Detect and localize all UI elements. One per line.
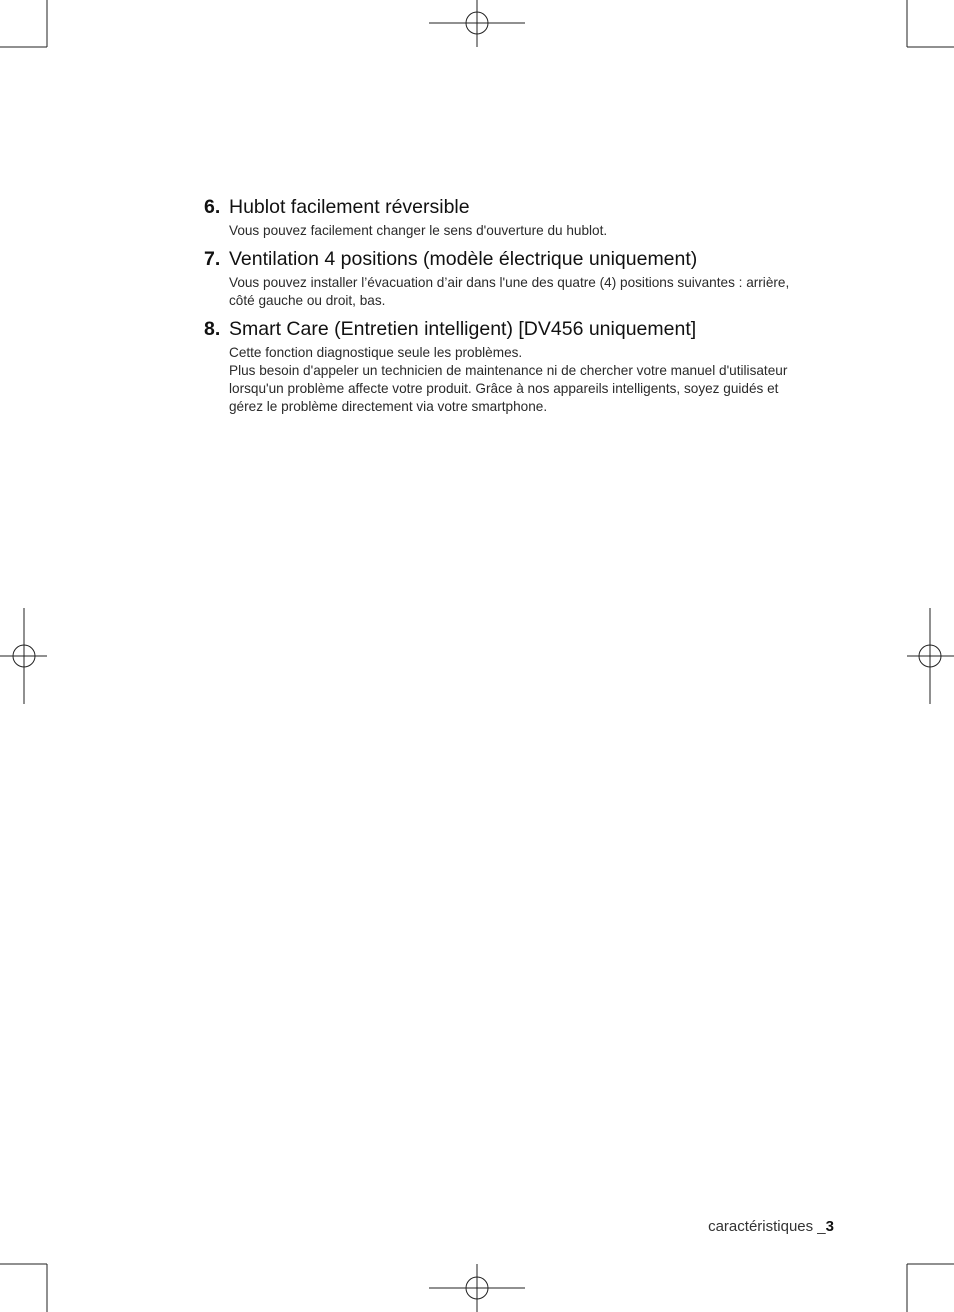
footer-section-label: caractéristiques _ [708, 1218, 826, 1235]
page-number: 3 [825, 1218, 834, 1235]
feature-number: 8. [204, 318, 221, 340]
feature-heading [204, 317, 836, 341]
feature-7 [204, 247, 836, 310]
feature-number: 7. [204, 248, 221, 270]
registration-mark-bottom [429, 1264, 525, 1312]
feature-title: Smart Care (Entretien intelligent) [DV456 uniquement] [229, 318, 697, 340]
feature-heading [204, 195, 836, 219]
feature-8 [204, 317, 836, 416]
features-list [204, 195, 836, 416]
feature-6 [204, 195, 836, 240]
registration-mark-right [907, 608, 954, 704]
registration-mark-left [0, 608, 47, 704]
description-line: Vous pouvez facilement changer le sens d'ouverture du hublot. [229, 223, 608, 238]
description-line: lorsqu'un problème affecte votre produit. Grâce à nos appareils intelligents, soyez guidés et [229, 381, 779, 396]
feature-title: Hublot facilement réversible [229, 196, 470, 218]
feature-heading [204, 247, 836, 271]
description-line: Vous pouvez installer l’évacuation d’air dans l'une des quatre (4) positions suivantes : arrière, [229, 275, 790, 290]
feature-description [229, 222, 836, 240]
page-footer [708, 1218, 834, 1235]
description-line: gérez le problème directement via votre smartphone. [229, 399, 548, 414]
feature-number: 6. [204, 196, 221, 218]
feature-description [229, 344, 836, 416]
description-line: Cette fonction diagnostique seule les problèmes. [229, 345, 523, 360]
description-line: côté gauche ou droit, bas. [229, 293, 386, 308]
feature-description [229, 274, 836, 310]
description-line: Plus besoin d'appeler un technicien de maintenance ni de chercher votre manuel d'utilisateur [229, 363, 788, 378]
registration-mark-top [429, 0, 525, 47]
feature-title: Ventilation 4 positions (modèle électrique uniquement) [229, 248, 698, 270]
